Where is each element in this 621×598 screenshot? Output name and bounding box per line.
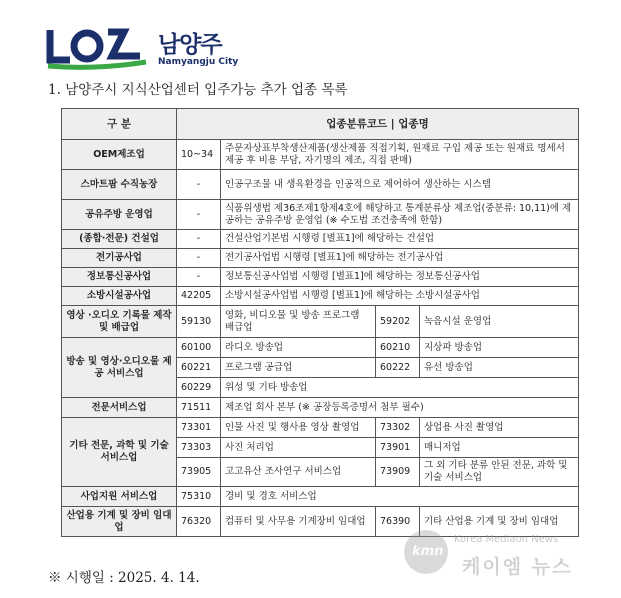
row-code: 59130 (177, 306, 221, 338)
header-category: 구 분 (62, 109, 177, 140)
watermark-korean: 케이엠 뉴스 (462, 556, 573, 578)
table-row (62, 230, 579, 249)
row-description: 건설산업기본법 시행령 [별표1]에 해당하는 건설업 (221, 230, 579, 249)
row-code: 59202 (376, 306, 420, 338)
logo-korean-name: 남양주 (158, 32, 222, 58)
row-category: (종합·전문) 건설업 (62, 230, 177, 249)
row-name: 그 외 기타 분류 안된 전문, 과학 및 기술 서비스업 (420, 458, 579, 487)
city-logo (46, 26, 239, 72)
table-row (62, 398, 579, 418)
row-category: 전기공사업 (62, 249, 177, 268)
row-name: 위성 및 기타 방송업 (221, 378, 579, 398)
watermark-english: Korea Mediaon News (454, 534, 559, 545)
row-category: 정보통신공사업 (62, 268, 177, 287)
row-category: 산업용 기계 및 장비 임대업 (62, 507, 177, 537)
row-category: 스마트팜 수직농장 (62, 170, 177, 200)
row-code: 73901 (376, 438, 420, 458)
row-code: - (177, 268, 221, 287)
table-row (62, 200, 579, 230)
row-name: 지상파 방송업 (420, 338, 579, 358)
row-code: 73302 (376, 418, 420, 438)
row-category: 전문서비스업 (62, 398, 177, 418)
row-name: 녹음시설 운영업 (420, 306, 579, 338)
row-code: 60100 (177, 338, 221, 358)
table-row (62, 170, 579, 200)
row-code: 60222 (376, 358, 420, 378)
table-row (62, 338, 579, 358)
row-description: 인공구조물 내 생육환경을 인공적으로 제어하여 생산하는 시스템 (221, 170, 579, 200)
row-code: 42205 (177, 287, 221, 306)
row-code: 73909 (376, 458, 420, 487)
row-code: 60229 (177, 378, 221, 398)
row-code: 76320 (177, 507, 221, 537)
namyangju-logo-icon (46, 26, 150, 70)
row-code: 76390 (376, 507, 420, 537)
table-header (62, 109, 579, 140)
row-category: 영상 ·오디오 기록물 제작 및 배급업 (62, 306, 177, 338)
row-code: - (177, 249, 221, 268)
row-category: 기타 전문, 과학 및 기술 서비스업 (62, 418, 177, 487)
row-category: 사업지원 서비스업 (62, 487, 177, 507)
row-code: - (177, 230, 221, 249)
logo-english-name: Namyangju City (158, 57, 239, 67)
document-heading: 1. 남양주시 지식산업센터 입주가능 추가 업종 목록 (48, 82, 348, 98)
row-name: 사진 처리업 (221, 438, 376, 458)
row-name: 영화, 비디오물 및 방송 프로그램 배급업 (221, 306, 376, 338)
watermark-logo-text: kmn (412, 544, 444, 559)
table-row (62, 249, 579, 268)
table-row (62, 140, 579, 170)
row-code: 73905 (177, 458, 221, 487)
row-name: 컴퓨터 및 사무용 기계장비 임대업 (221, 507, 376, 537)
news-watermark (404, 528, 604, 588)
row-name: 인물 사진 및 행사용 영상 촬영업 (221, 418, 376, 438)
row-name: 상업용 사진 촬영업 (420, 418, 579, 438)
row-category: 방송 및 영상·오디오물 제공 서비스업 (62, 338, 177, 398)
row-description: 전기공사업법 시행령 [별표1]에 해당하는 전기공사업 (221, 249, 579, 268)
row-description: 제조업 회사 본부 (※ 공장등록증명서 첨부 필수) (221, 398, 579, 418)
row-name: 유선 방송업 (420, 358, 579, 378)
row-category: 소방시설공사업 (62, 287, 177, 306)
table-row (62, 418, 579, 438)
row-category: OEM제조업 (62, 140, 177, 170)
row-code: 60221 (177, 358, 221, 378)
header-code-name: 업종분류코드 | 업종명 (177, 109, 579, 140)
row-code: - (177, 170, 221, 200)
table-row (62, 268, 579, 287)
row-code: 75310 (177, 487, 221, 507)
row-name: 프로그램 공급업 (221, 358, 376, 378)
row-code: 60210 (376, 338, 420, 358)
row-code: - (177, 200, 221, 230)
row-name: 매니저업 (420, 438, 579, 458)
table-row (62, 487, 579, 507)
row-code: 71511 (177, 398, 221, 418)
table-row (62, 287, 579, 306)
table-row (62, 306, 579, 338)
row-description: 경비 및 경호 서비스업 (221, 487, 579, 507)
row-name: 기타 산업용 기계 및 장비 임대업 (420, 507, 579, 537)
row-category: 공유주방 운영업 (62, 200, 177, 230)
row-name: 고고유산 조사연구 서비스업 (221, 458, 376, 487)
row-name: 라디오 방송업 (221, 338, 376, 358)
row-description: 정보통신공사업법 시행령 [별표1]에 해당하는 정보통신공사업 (221, 268, 579, 287)
row-code: 73301 (177, 418, 221, 438)
row-description: 식품위생법 제36조제1항제4호에 해당하고 통계분류상 제조업(중분류: 10,11)에 제공하는 공유주방 운영업 (※ 수도법 조건충족에 한함) (221, 200, 579, 230)
row-code: 73303 (177, 438, 221, 458)
industry-table (61, 108, 579, 537)
effective-date: ※ 시행일 : 2025. 4. 14. (48, 570, 200, 586)
row-description: 소방시설공사업법 시행령 [별표1]에 해당하는 소방시설공사업 (221, 287, 579, 306)
row-description: 주문자상표부착생산제품(생산제품 직접기획, 원재료 구입 제공 또는 원재료 명세서 제공 후 비용 부담, 자기명의 제조, 직접 판매) (221, 140, 579, 170)
row-code: 10~34 (177, 140, 221, 170)
